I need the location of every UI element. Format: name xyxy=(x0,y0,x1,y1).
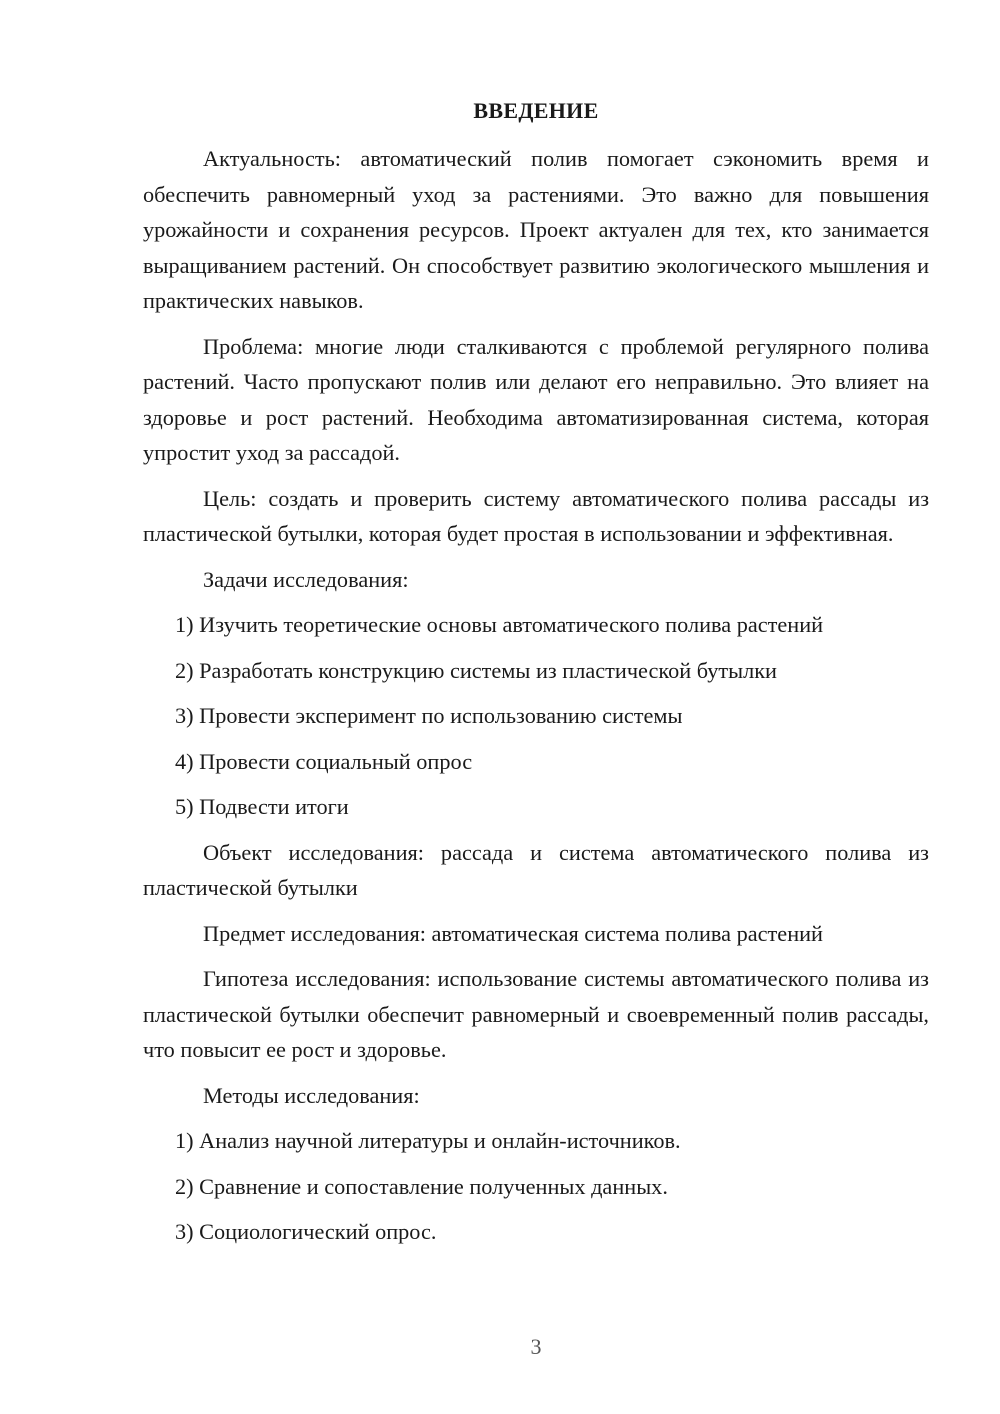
methods-title: Методы исследования: xyxy=(203,1082,420,1108)
problem-paragraph: Проблема: многие люди сталкиваются с проблемой регулярного полива растений. Часто пропускают полив или делают его неправильно. Это влияет на здоровье и рост растений. Необходима автоматизированная система, которая упростит уход за рассадой. xyxy=(143,333,929,465)
section-heading: ВВЕДЕНИЕ xyxy=(473,98,599,123)
task-item: 1) Изучить теоретические основы автоматического полива растений xyxy=(175,612,824,637)
subject-paragraph: Предмет исследования: автоматическая система полива растений xyxy=(203,920,823,946)
object-paragraph: Объект исследования: рассада и система автоматического полива из пластической бутылки xyxy=(143,839,929,900)
hypothesis-paragraph: Гипотеза исследования: использование системы автоматического полива из пластической бутылки обеспечит равномерный и своевременный полив рассады, что повысит ее рост и здоровье. xyxy=(143,966,929,1062)
method-item: 2) Сравнение и сопоставление полученных данных. xyxy=(175,1173,668,1199)
task-item: 4) Провести социальный опрос xyxy=(175,748,473,774)
task-item: 3) Провести эксперимент по использованию системы xyxy=(175,703,683,728)
goal-paragraph: Цель: создать и проверить систему автоматического полива рассады из пластической бутылки, которая будет простая в использовании и эффективная. xyxy=(143,485,929,546)
task-item: 2) Разработать конструкцию системы из пластической бутылки xyxy=(175,657,777,683)
tasks-title: Задачи исследования: xyxy=(203,566,409,592)
page-number: 3 xyxy=(530,1334,542,1359)
body-text xyxy=(143,141,929,1260)
method-item: 1) Анализ научной литературы и онлайн-источников. xyxy=(175,1128,681,1153)
task-item: 5) Подвести итоги xyxy=(175,794,349,819)
method-item: 3) Социологический опрос. xyxy=(175,1219,437,1244)
relevance-paragraph: Актуальность: автоматический полив помогает сэкономить время и обеспечить равномерный уход за растениями. Это важно для повышения урожайности и сохранения ресурсов. Проект актуален для тех, кто занимается выращиванием растений. Он способствует развитию экологического мышления и практических навыков. xyxy=(143,146,929,313)
